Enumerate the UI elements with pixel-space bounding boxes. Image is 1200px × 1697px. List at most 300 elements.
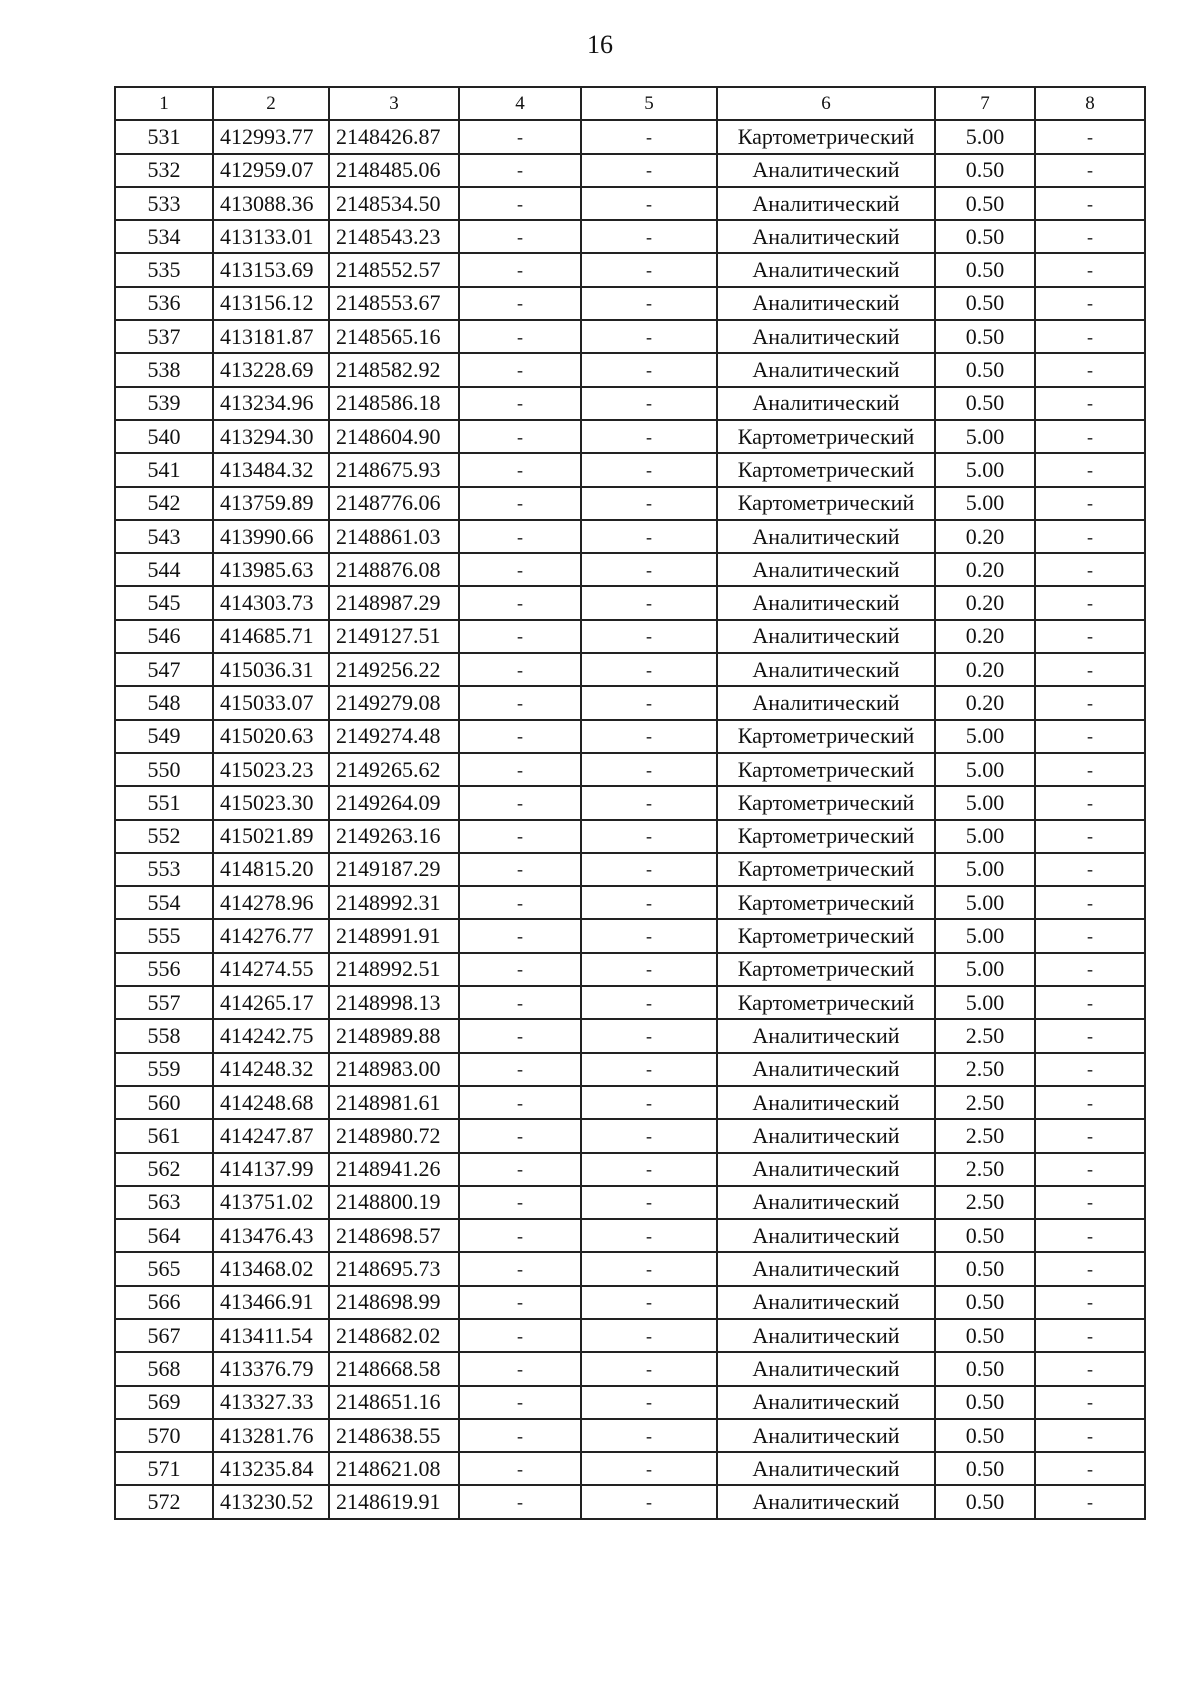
table-row xyxy=(115,1452,1145,1485)
method-cell: Аналитический xyxy=(717,320,935,353)
col-5-value-cell: - xyxy=(581,953,717,986)
table-row xyxy=(115,653,1145,686)
accuracy-cell: 0.20 xyxy=(935,553,1035,586)
accuracy-cell: 5.00 xyxy=(935,986,1035,1019)
col-5-value-cell: - xyxy=(581,986,717,1019)
method-cell: Картометрический xyxy=(717,120,935,153)
col-8-value-cell: - xyxy=(1035,1319,1145,1352)
col-4-value-cell: - xyxy=(459,253,581,286)
col-4-value-cell: - xyxy=(459,1386,581,1419)
col-8-value-cell: - xyxy=(1035,187,1145,220)
table-body xyxy=(115,120,1145,1518)
col-5-value-cell: - xyxy=(581,853,717,886)
method-cell: Картометрический xyxy=(717,986,935,1019)
y-coordinate-cell: 2148998.13 xyxy=(329,986,459,1019)
method-cell: Картометрический xyxy=(717,853,935,886)
table-row xyxy=(115,1119,1145,1152)
accuracy-cell: 0.50 xyxy=(935,220,1035,253)
method-cell: Картометрический xyxy=(717,786,935,819)
method-cell: Картометрический xyxy=(717,720,935,753)
col-5-value-cell: - xyxy=(581,253,717,286)
x-coordinate-cell: 414137.99 xyxy=(213,1153,329,1186)
x-coordinate-cell: 413088.36 xyxy=(213,187,329,220)
table-row xyxy=(115,720,1145,753)
table-row xyxy=(115,1153,1145,1186)
y-coordinate-cell: 2148619.91 xyxy=(329,1485,459,1518)
table-row xyxy=(115,919,1145,952)
col-8-value-cell: - xyxy=(1035,154,1145,187)
table-row xyxy=(115,1186,1145,1219)
table-row xyxy=(115,586,1145,619)
x-coordinate-cell: 413468.02 xyxy=(213,1252,329,1285)
accuracy-cell: 0.50 xyxy=(935,154,1035,187)
col-8-value-cell: - xyxy=(1035,420,1145,453)
y-coordinate-cell: 2149265.62 xyxy=(329,753,459,786)
table-row xyxy=(115,387,1145,420)
col-4-value-cell: - xyxy=(459,1286,581,1319)
col-4-value-cell: - xyxy=(459,720,581,753)
x-coordinate-cell: 412959.07 xyxy=(213,154,329,187)
table-row xyxy=(115,1485,1145,1518)
y-coordinate-cell: 2148980.72 xyxy=(329,1119,459,1152)
col-8-value-cell: - xyxy=(1035,353,1145,386)
accuracy-cell: 5.00 xyxy=(935,853,1035,886)
point-number-cell: 534 xyxy=(115,220,213,253)
col-8-value-cell: - xyxy=(1035,820,1145,853)
x-coordinate-cell: 413466.91 xyxy=(213,1286,329,1319)
x-coordinate-cell: 413235.84 xyxy=(213,1452,329,1485)
col-5-value-cell: - xyxy=(581,786,717,819)
y-coordinate-cell: 2148698.57 xyxy=(329,1219,459,1252)
column-header-8: 8 xyxy=(1035,87,1145,120)
point-number-cell: 556 xyxy=(115,953,213,986)
x-coordinate-cell: 414248.32 xyxy=(213,1053,329,1086)
col-4-value-cell: - xyxy=(459,1219,581,1252)
point-number-cell: 562 xyxy=(115,1153,213,1186)
y-coordinate-cell: 2148604.90 xyxy=(329,420,459,453)
col-8-value-cell: - xyxy=(1035,487,1145,520)
x-coordinate-cell: 415023.23 xyxy=(213,753,329,786)
col-8-value-cell: - xyxy=(1035,1053,1145,1086)
accuracy-cell: 2.50 xyxy=(935,1186,1035,1219)
x-coordinate-cell: 413376.79 xyxy=(213,1352,329,1385)
col-4-value-cell: - xyxy=(459,154,581,187)
x-coordinate-cell: 413759.89 xyxy=(213,487,329,520)
col-8-value-cell: - xyxy=(1035,686,1145,719)
y-coordinate-cell: 2148621.08 xyxy=(329,1452,459,1485)
table-row xyxy=(115,1252,1145,1285)
col-5-value-cell: - xyxy=(581,1352,717,1385)
col-8-value-cell: - xyxy=(1035,120,1145,153)
point-number-cell: 535 xyxy=(115,253,213,286)
point-number-cell: 572 xyxy=(115,1485,213,1518)
col-4-value-cell: - xyxy=(459,620,581,653)
col-5-value-cell: - xyxy=(581,653,717,686)
col-8-value-cell: - xyxy=(1035,1153,1145,1186)
column-header-5: 5 xyxy=(581,87,717,120)
table-row xyxy=(115,487,1145,520)
table-row xyxy=(115,620,1145,653)
y-coordinate-cell: 2148543.23 xyxy=(329,220,459,253)
x-coordinate-cell: 413985.63 xyxy=(213,553,329,586)
col-5-value-cell: - xyxy=(581,1186,717,1219)
col-5-value-cell: - xyxy=(581,1119,717,1152)
table-row xyxy=(115,1219,1145,1252)
col-5-value-cell: - xyxy=(581,420,717,453)
column-header-4: 4 xyxy=(459,87,581,120)
accuracy-cell: 5.00 xyxy=(935,720,1035,753)
col-5-value-cell: - xyxy=(581,1485,717,1518)
table-row xyxy=(115,1053,1145,1086)
y-coordinate-cell: 2148992.51 xyxy=(329,953,459,986)
point-number-cell: 563 xyxy=(115,1186,213,1219)
point-number-cell: 551 xyxy=(115,786,213,819)
table-row xyxy=(115,986,1145,1019)
point-number-cell: 549 xyxy=(115,720,213,753)
y-coordinate-cell: 2148586.18 xyxy=(329,387,459,420)
col-4-value-cell: - xyxy=(459,1053,581,1086)
point-number-cell: 569 xyxy=(115,1386,213,1419)
col-4-value-cell: - xyxy=(459,1452,581,1485)
point-number-cell: 533 xyxy=(115,187,213,220)
y-coordinate-cell: 2148983.00 xyxy=(329,1053,459,1086)
method-cell: Аналитический xyxy=(717,1485,935,1518)
method-cell: Аналитический xyxy=(717,686,935,719)
col-5-value-cell: - xyxy=(581,154,717,187)
col-4-value-cell: - xyxy=(459,287,581,320)
y-coordinate-cell: 2149256.22 xyxy=(329,653,459,686)
point-number-cell: 565 xyxy=(115,1252,213,1285)
point-number-cell: 537 xyxy=(115,320,213,353)
y-coordinate-cell: 2148426.87 xyxy=(329,120,459,153)
accuracy-cell: 0.20 xyxy=(935,586,1035,619)
point-number-cell: 557 xyxy=(115,986,213,1019)
col-5-value-cell: - xyxy=(581,620,717,653)
point-number-cell: 541 xyxy=(115,453,213,486)
accuracy-cell: 0.50 xyxy=(935,353,1035,386)
table-row xyxy=(115,453,1145,486)
point-number-cell: 545 xyxy=(115,586,213,619)
col-8-value-cell: - xyxy=(1035,1386,1145,1419)
accuracy-cell: 0.50 xyxy=(935,1319,1035,1352)
point-number-cell: 550 xyxy=(115,753,213,786)
accuracy-cell: 5.00 xyxy=(935,120,1035,153)
col-8-value-cell: - xyxy=(1035,553,1145,586)
method-cell: Картометрический xyxy=(717,420,935,453)
col-8-value-cell: - xyxy=(1035,453,1145,486)
accuracy-cell: 0.50 xyxy=(935,1252,1035,1285)
accuracy-cell: 0.50 xyxy=(935,320,1035,353)
col-5-value-cell: - xyxy=(581,520,717,553)
method-cell: Аналитический xyxy=(717,187,935,220)
col-4-value-cell: - xyxy=(459,420,581,453)
method-cell: Аналитический xyxy=(717,1386,935,1419)
table-row xyxy=(115,553,1145,586)
point-number-cell: 570 xyxy=(115,1419,213,1452)
method-cell: Аналитический xyxy=(717,653,935,686)
method-cell: Аналитический xyxy=(717,287,935,320)
col-8-value-cell: - xyxy=(1035,886,1145,919)
col-5-value-cell: - xyxy=(581,220,717,253)
col-8-value-cell: - xyxy=(1035,986,1145,1019)
method-cell: Аналитический xyxy=(717,1186,935,1219)
method-cell: Картометрический xyxy=(717,953,935,986)
col-8-value-cell: - xyxy=(1035,753,1145,786)
accuracy-cell: 0.50 xyxy=(935,1419,1035,1452)
point-number-cell: 532 xyxy=(115,154,213,187)
table-row xyxy=(115,1319,1145,1352)
y-coordinate-cell: 2148776.06 xyxy=(329,487,459,520)
method-cell: Аналитический xyxy=(717,1153,935,1186)
method-cell: Картометрический xyxy=(717,753,935,786)
col-5-value-cell: - xyxy=(581,453,717,486)
y-coordinate-cell: 2149263.16 xyxy=(329,820,459,853)
col-8-value-cell: - xyxy=(1035,253,1145,286)
col-5-value-cell: - xyxy=(581,1019,717,1052)
table-row xyxy=(115,1386,1145,1419)
col-4-value-cell: - xyxy=(459,1119,581,1152)
table-row xyxy=(115,686,1145,719)
x-coordinate-cell: 414265.17 xyxy=(213,986,329,1019)
accuracy-cell: 0.20 xyxy=(935,653,1035,686)
col-5-value-cell: - xyxy=(581,320,717,353)
col-5-value-cell: - xyxy=(581,1286,717,1319)
col-8-value-cell: - xyxy=(1035,1286,1145,1319)
method-cell: Аналитический xyxy=(717,586,935,619)
column-header-3: 3 xyxy=(329,87,459,120)
point-number-cell: 540 xyxy=(115,420,213,453)
x-coordinate-cell: 414247.87 xyxy=(213,1119,329,1152)
x-coordinate-cell: 415033.07 xyxy=(213,686,329,719)
point-number-cell: 552 xyxy=(115,820,213,853)
x-coordinate-cell: 415036.31 xyxy=(213,653,329,686)
col-4-value-cell: - xyxy=(459,986,581,1019)
col-4-value-cell: - xyxy=(459,320,581,353)
point-number-cell: 548 xyxy=(115,686,213,719)
page-number: 16 xyxy=(587,30,613,59)
col-5-value-cell: - xyxy=(581,586,717,619)
accuracy-cell: 5.00 xyxy=(935,753,1035,786)
method-cell: Аналитический xyxy=(717,353,935,386)
x-coordinate-cell: 413153.69 xyxy=(213,253,329,286)
y-coordinate-cell: 2148695.73 xyxy=(329,1252,459,1285)
point-number-cell: 543 xyxy=(115,520,213,553)
col-8-value-cell: - xyxy=(1035,1019,1145,1052)
col-8-value-cell: - xyxy=(1035,1252,1145,1285)
column-header-7: 7 xyxy=(935,87,1035,120)
x-coordinate-cell: 415023.30 xyxy=(213,786,329,819)
accuracy-cell: 0.50 xyxy=(935,287,1035,320)
method-cell: Аналитический xyxy=(717,1419,935,1452)
table-row xyxy=(115,753,1145,786)
accuracy-cell: 2.50 xyxy=(935,1153,1035,1186)
accuracy-cell: 0.50 xyxy=(935,1286,1035,1319)
method-cell: Картометрический xyxy=(717,919,935,952)
point-number-cell: 542 xyxy=(115,487,213,520)
table-row xyxy=(115,1019,1145,1052)
method-cell: Аналитический xyxy=(717,1319,935,1352)
y-coordinate-cell: 2148682.02 xyxy=(329,1319,459,1352)
accuracy-cell: 2.50 xyxy=(935,1086,1035,1119)
point-number-cell: 566 xyxy=(115,1286,213,1319)
accuracy-cell: 2.50 xyxy=(935,1119,1035,1152)
y-coordinate-cell: 2148651.16 xyxy=(329,1386,459,1419)
point-number-cell: 558 xyxy=(115,1019,213,1052)
method-cell: Аналитический xyxy=(717,620,935,653)
table-row xyxy=(115,420,1145,453)
point-number-cell: 531 xyxy=(115,120,213,153)
x-coordinate-cell: 414815.20 xyxy=(213,853,329,886)
col-8-value-cell: - xyxy=(1035,786,1145,819)
x-coordinate-cell: 415020.63 xyxy=(213,720,329,753)
col-4-value-cell: - xyxy=(459,487,581,520)
accuracy-cell: 5.00 xyxy=(935,420,1035,453)
col-4-value-cell: - xyxy=(459,953,581,986)
table-row xyxy=(115,1086,1145,1119)
point-number-cell: 564 xyxy=(115,1219,213,1252)
col-4-value-cell: - xyxy=(459,220,581,253)
y-coordinate-cell: 2148861.03 xyxy=(329,520,459,553)
col-5-value-cell: - xyxy=(581,886,717,919)
accuracy-cell: 2.50 xyxy=(935,1053,1035,1086)
method-cell: Картометрический xyxy=(717,820,935,853)
col-4-value-cell: - xyxy=(459,753,581,786)
x-coordinate-cell: 414248.68 xyxy=(213,1086,329,1119)
y-coordinate-cell: 2148876.08 xyxy=(329,553,459,586)
col-8-value-cell: - xyxy=(1035,586,1145,619)
col-5-value-cell: - xyxy=(581,287,717,320)
col-4-value-cell: - xyxy=(459,1419,581,1452)
method-cell: Аналитический xyxy=(717,1019,935,1052)
col-4-value-cell: - xyxy=(459,1352,581,1385)
col-5-value-cell: - xyxy=(581,487,717,520)
column-header-1: 1 xyxy=(115,87,213,120)
col-4-value-cell: - xyxy=(459,520,581,553)
table-row xyxy=(115,820,1145,853)
point-number-cell: 560 xyxy=(115,1086,213,1119)
table-row xyxy=(115,253,1145,286)
point-number-cell: 571 xyxy=(115,1452,213,1485)
x-coordinate-cell: 414303.73 xyxy=(213,586,329,619)
col-5-value-cell: - xyxy=(581,387,717,420)
col-4-value-cell: - xyxy=(459,1153,581,1186)
x-coordinate-cell: 413181.87 xyxy=(213,320,329,353)
x-coordinate-cell: 414685.71 xyxy=(213,620,329,653)
col-4-value-cell: - xyxy=(459,1086,581,1119)
column-header-2: 2 xyxy=(213,87,329,120)
y-coordinate-cell: 2148987.29 xyxy=(329,586,459,619)
x-coordinate-cell: 415021.89 xyxy=(213,820,329,853)
accuracy-cell: 5.00 xyxy=(935,786,1035,819)
y-coordinate-cell: 2148668.58 xyxy=(329,1352,459,1385)
col-4-value-cell: - xyxy=(459,387,581,420)
col-8-value-cell: - xyxy=(1035,653,1145,686)
table-row xyxy=(115,287,1145,320)
col-4-value-cell: - xyxy=(459,1252,581,1285)
accuracy-cell: 2.50 xyxy=(935,1019,1035,1052)
method-cell: Аналитический xyxy=(717,220,935,253)
col-8-value-cell: - xyxy=(1035,387,1145,420)
col-5-value-cell: - xyxy=(581,753,717,786)
accuracy-cell: 0.50 xyxy=(935,1485,1035,1518)
col-5-value-cell: - xyxy=(581,1219,717,1252)
col-8-value-cell: - xyxy=(1035,620,1145,653)
col-8-value-cell: - xyxy=(1035,1419,1145,1452)
method-cell: Аналитический xyxy=(717,1452,935,1485)
table-row xyxy=(115,1419,1145,1452)
col-4-value-cell: - xyxy=(459,686,581,719)
table-row xyxy=(115,853,1145,886)
method-cell: Аналитический xyxy=(717,1119,935,1152)
col-5-value-cell: - xyxy=(581,1086,717,1119)
x-coordinate-cell: 414276.77 xyxy=(213,919,329,952)
accuracy-cell: 0.50 xyxy=(935,1352,1035,1385)
point-number-cell: 559 xyxy=(115,1053,213,1086)
col-5-value-cell: - xyxy=(581,1252,717,1285)
accuracy-cell: 0.20 xyxy=(935,520,1035,553)
y-coordinate-cell: 2148534.50 xyxy=(329,187,459,220)
col-4-value-cell: - xyxy=(459,886,581,919)
point-number-cell: 536 xyxy=(115,287,213,320)
col-8-value-cell: - xyxy=(1035,853,1145,886)
col-8-value-cell: - xyxy=(1035,520,1145,553)
col-8-value-cell: - xyxy=(1035,720,1145,753)
col-8-value-cell: - xyxy=(1035,1219,1145,1252)
accuracy-cell: 0.50 xyxy=(935,1386,1035,1419)
x-coordinate-cell: 413156.12 xyxy=(213,287,329,320)
col-4-value-cell: - xyxy=(459,187,581,220)
y-coordinate-cell: 2149264.09 xyxy=(329,786,459,819)
col-5-value-cell: - xyxy=(581,1153,717,1186)
x-coordinate-cell: 413484.32 xyxy=(213,453,329,486)
accuracy-cell: 5.00 xyxy=(935,919,1035,952)
col-5-value-cell: - xyxy=(581,187,717,220)
y-coordinate-cell: 2148698.99 xyxy=(329,1286,459,1319)
point-number-cell: 546 xyxy=(115,620,213,653)
col-5-value-cell: - xyxy=(581,1386,717,1419)
method-cell: Аналитический xyxy=(717,253,935,286)
col-8-value-cell: - xyxy=(1035,1119,1145,1152)
x-coordinate-cell: 412993.77 xyxy=(213,120,329,153)
col-4-value-cell: - xyxy=(459,820,581,853)
col-5-value-cell: - xyxy=(581,1419,717,1452)
column-header-6: 6 xyxy=(717,87,935,120)
accuracy-cell: 5.00 xyxy=(935,820,1035,853)
table-row xyxy=(115,120,1145,153)
y-coordinate-cell: 2149279.08 xyxy=(329,686,459,719)
col-4-value-cell: - xyxy=(459,1019,581,1052)
point-number-cell: 555 xyxy=(115,919,213,952)
method-cell: Аналитический xyxy=(717,1219,935,1252)
accuracy-cell: 0.20 xyxy=(935,686,1035,719)
coordinates-table xyxy=(114,86,1146,1520)
accuracy-cell: 0.50 xyxy=(935,253,1035,286)
col-4-value-cell: - xyxy=(459,853,581,886)
col-8-value-cell: - xyxy=(1035,220,1145,253)
x-coordinate-cell: 413327.33 xyxy=(213,1386,329,1419)
y-coordinate-cell: 2148800.19 xyxy=(329,1186,459,1219)
y-coordinate-cell: 2148981.61 xyxy=(329,1086,459,1119)
point-number-cell: 554 xyxy=(115,886,213,919)
col-5-value-cell: - xyxy=(581,820,717,853)
col-4-value-cell: - xyxy=(459,586,581,619)
table-row xyxy=(115,953,1145,986)
accuracy-cell: 5.00 xyxy=(935,886,1035,919)
table-row xyxy=(115,220,1145,253)
col-5-value-cell: - xyxy=(581,1319,717,1352)
y-coordinate-cell: 2148989.88 xyxy=(329,1019,459,1052)
point-number-cell: 568 xyxy=(115,1352,213,1385)
